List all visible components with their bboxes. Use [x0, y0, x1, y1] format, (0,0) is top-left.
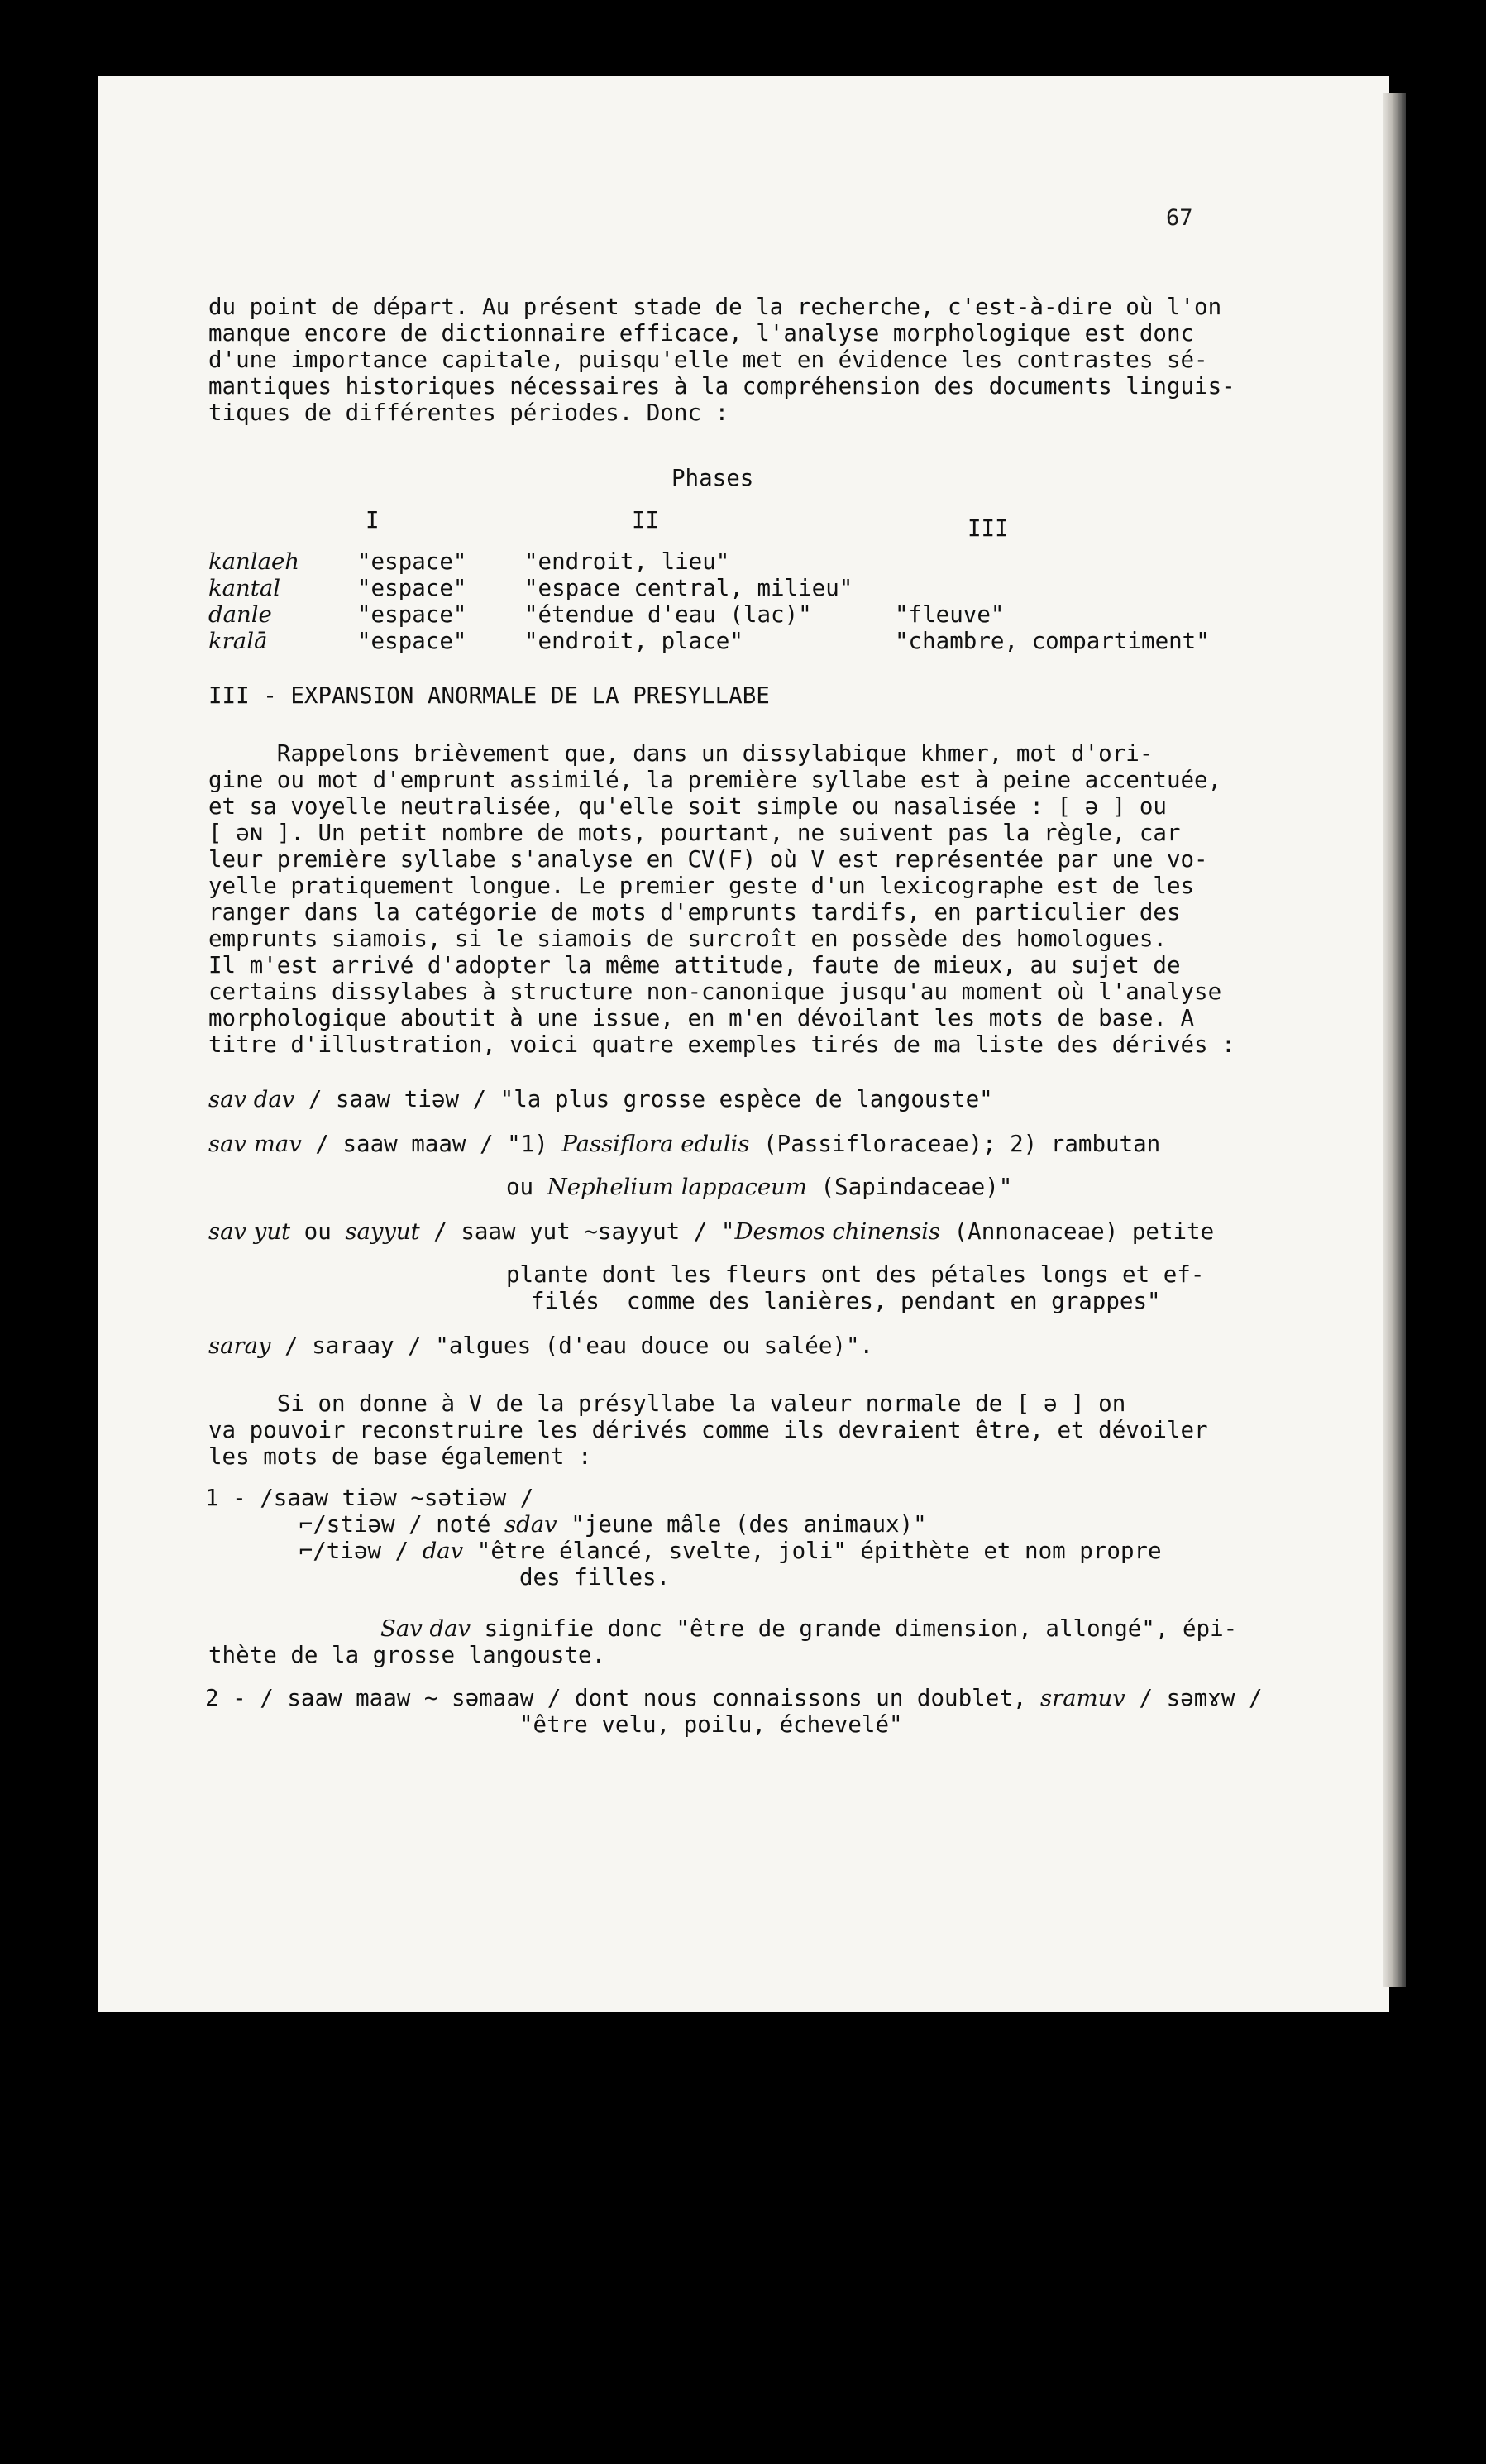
derivation-line: ⌐/stiəw / noté sdav "jeune mâle (des animaux)" — [258, 1511, 927, 1538]
paragraph-line: Il m'est arrivé d'adopter la même attitude, faute de mieux, au sujet de — [208, 952, 1181, 978]
intro-line: manque encore de dictionnaire efficace, l'analyse morphologique est donc — [208, 320, 1195, 347]
page-stack-edge — [1383, 93, 1406, 1987]
derivation-line: des filles. — [519, 1564, 671, 1591]
paragraph-line: et sa voyelle neutralisée, qu'elle soit simple ou nasalisée : [ ə ] ou — [208, 793, 1167, 820]
paragraph-line: certains dissylabes à structure non-canonique jusqu'au moment où l'analyse — [208, 978, 1222, 1005]
intro-line: d'une importance capitale, puisqu'elle met en évidence les contrastes sé- — [208, 347, 1208, 373]
paragraph-line: thète de la grosse langouste. — [208, 1642, 606, 1668]
body-text — [205, 294, 1263, 2464]
intro-line: mantiques historiques nécessaires à la compréhension des documents linguis- — [208, 373, 1235, 400]
paragraph-line: ranger dans la catégorie de mots d'emprunts tardifs, en particulier des — [208, 899, 1181, 926]
paragraph-line: emprunts siamois, si le siamois de surcroît en possède des homologues. — [208, 926, 1167, 952]
paragraph-line: [ əɴ ]. Un petit nombre de mots, pourtant, ne suivent pas la règle, car — [208, 820, 1181, 846]
derivation-line: 1 - /saaw tiəw ~sətiəw / — [205, 1485, 534, 1511]
intro-line: du point de départ. Au présent stade de la recherche, c'est-à-dire où l'on — [208, 294, 1222, 320]
paragraph-line: yelle pratiquement longue. Le premier geste d'un lexicographe est de les — [208, 873, 1195, 899]
phases-title: Phases — [671, 465, 754, 491]
example-continuation: plante dont les fleurs ont des pétales longs et ef- — [506, 1261, 1205, 1288]
paragraph-line: leur première syllabe s'analyse en CV(F) où V est représentée par une vo- — [208, 846, 1208, 873]
phase-value: "espace" — [357, 628, 467, 654]
phase-header-1: I — [366, 507, 380, 533]
phase-word: kanlaeh — [208, 548, 299, 575]
example-line: sav mav / saaw maaw / "1) Passiflora edulis (Passifloraceae); 2) rambutan — [208, 1131, 1161, 1157]
paragraph-line: gine ou mot d'emprunt assimilé, la première syllabe est à peine accentuée, — [208, 767, 1222, 793]
phase-header-2: II — [632, 507, 660, 533]
paragraph-line: morphologique aboutit à une issue, en m'en dévoilant les mots de base. A — [208, 1005, 1195, 1031]
derivation-line: ⌐/tiəw / dav "être élancé, svelte, joli" épithète et nom propre — [258, 1538, 1162, 1564]
phase-word: danle — [208, 601, 272, 628]
paragraph-line: Rappelons brièvement que, dans un dissylabique khmer, mot d'ori- — [208, 740, 1154, 767]
example-word: sav yut — [208, 1218, 291, 1245]
phase-word: kantal — [208, 575, 281, 601]
phase-value: "espace" — [357, 575, 467, 601]
example-line: sav dav / saaw tiəw / "la plus grosse espèce de langouste" — [208, 1086, 993, 1112]
phase-header-3: III — [968, 515, 1009, 542]
section-heading: III - EXPANSION ANORMALE DE LA PRESYLLABE — [208, 682, 770, 709]
paragraph-line: va pouvoir reconstruire les dérivés comme ils devraient être, et dévoiler — [208, 1417, 1208, 1443]
example-word: sav dav — [208, 1086, 295, 1112]
phase-value: "fleuve" — [895, 601, 1005, 628]
example-continuation: filés comme des lanières, pendant en grappes" — [531, 1288, 1161, 1314]
paragraph-line: les mots de base également : — [208, 1443, 592, 1470]
paragraph-line: Si on donne à V de la présyllabe la valeur normale de [ ə ] on — [208, 1390, 1126, 1417]
phase-value: "étendue d'eau (lac)" — [524, 601, 812, 628]
phase-value: "espace" — [357, 548, 467, 575]
phase-value: "endroit, lieu" — [524, 548, 730, 575]
example-continuation: ou Nephelium lappaceum (Sapindaceae)" — [506, 1174, 1013, 1200]
phase-value: "espace" — [357, 601, 467, 628]
paragraph-line: titre d'illustration, voici quatre exemples tirés de ma liste des dérivés : — [208, 1031, 1235, 1058]
derivation-line: 2 - / saaw maaw ~ səmaaw / dont nous connaissons un doublet, sramuv / səmɤw / — [205, 1685, 1263, 1711]
example-line: saray / saraay / "algues (d'eau douce ou salée)". — [208, 1332, 874, 1359]
phase-word: kralā — [208, 628, 268, 654]
phase-value: "endroit, place" — [524, 628, 743, 654]
page-number: 67 — [1166, 205, 1193, 231]
derivation-line: "être velu, poilu, échevelé" — [519, 1711, 903, 1738]
example-word: sav mav — [208, 1131, 302, 1157]
phase-value: "chambre, compartiment" — [895, 628, 1210, 654]
paragraph-line: Sav dav signifie donc "être de grande dimension, allongé", épi- — [380, 1615, 1238, 1642]
example-word: saray — [208, 1332, 271, 1359]
example-line: sav yut ou sayyut / saaw yut ~sayyut / "Desmos chinensis (Annonaceae) petite — [208, 1218, 1215, 1245]
phase-value: "espace central, milieu" — [524, 575, 853, 601]
intro-line: tiques de différentes périodes. Donc : — [208, 400, 729, 426]
